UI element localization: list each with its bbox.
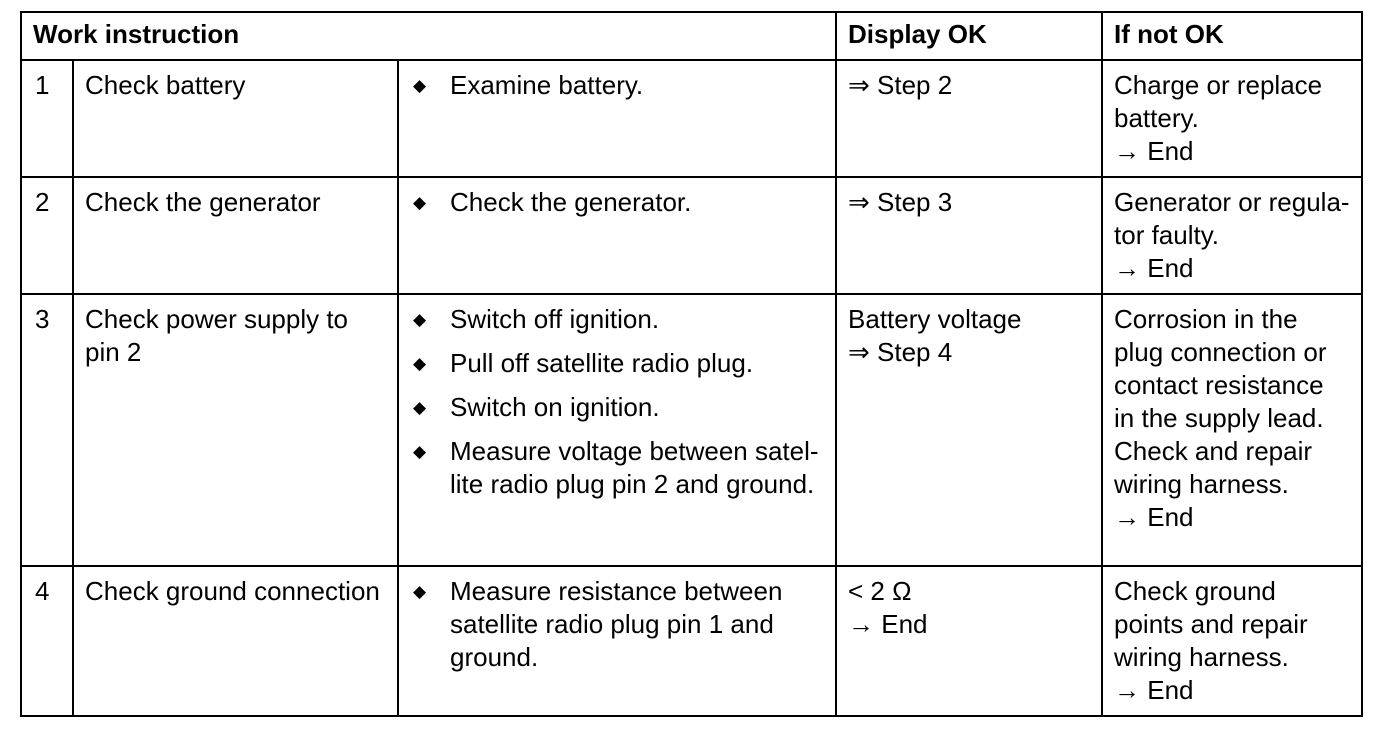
actions-cell	[398, 294, 836, 566]
diamond-bullet-icon: ◆	[413, 582, 427, 601]
table-row	[21, 566, 1362, 716]
if-not-ok-cell: Generator or regula- tor faulty. → End	[1102, 177, 1362, 294]
action-item: ◆ Measure voltage between satel- lite radio plug pin 2 and ground.	[413, 436, 819, 499]
display-ok-cell: ⇒ Step 3	[836, 177, 1102, 294]
header-work-instruction: Work instruction	[21, 12, 836, 60]
step-number: 2	[21, 177, 73, 294]
check-title: Check the generator	[73, 177, 398, 294]
work-instruction-table	[20, 11, 1363, 717]
header-row	[21, 12, 1362, 60]
table-row	[21, 294, 1362, 566]
check-title: Check ground connection	[73, 566, 398, 716]
header-display-ok: Display OK	[836, 12, 1102, 60]
header-if-not-ok: If not OK	[1102, 12, 1362, 60]
action-item: ◆ Check the generator.	[413, 187, 692, 217]
display-ok-cell: < 2 Ω → End	[836, 566, 1102, 716]
check-title: Check power supply to pin 2	[73, 294, 398, 566]
action-item: ◆ Switch off ignition.	[413, 304, 660, 334]
action-item: ◆ Pull off satellite radio plug.	[413, 348, 754, 378]
diamond-bullet-icon: ◆	[413, 442, 427, 461]
step-number: 3	[21, 294, 73, 566]
step-number: 4	[21, 566, 73, 716]
actions-cell	[398, 566, 836, 716]
display-ok-cell: ⇒ Step 2	[836, 60, 1102, 177]
diamond-bullet-icon: ◆	[413, 398, 427, 417]
if-not-ok-cell: Charge or replace battery. → End	[1102, 60, 1362, 177]
action-item: ◆ Switch on ignition.	[413, 392, 660, 422]
table-row	[21, 177, 1362, 294]
step-number: 1	[21, 60, 73, 177]
if-not-ok-cell: Corrosion in the plug connection or contact resistance in the supply lead. Check and repair wiring harness. → End	[1102, 294, 1362, 566]
actions-cell	[398, 60, 836, 177]
diamond-bullet-icon: ◆	[413, 354, 427, 373]
if-not-ok-cell: Check ground points and repair wiring harness. → End	[1102, 566, 1362, 716]
diamond-bullet-icon: ◆	[413, 310, 427, 329]
check-title: Check battery	[73, 60, 398, 177]
table-row	[21, 60, 1362, 177]
display-ok-cell: Battery voltage ⇒ Step 4	[836, 294, 1102, 566]
actions-cell	[398, 177, 836, 294]
action-item: ◆ Measure resistance between satellite radio plug pin 1 and ground.	[413, 576, 783, 672]
action-item: ◆ Examine battery.	[413, 70, 644, 100]
diamond-bullet-icon: ◆	[413, 76, 427, 95]
diamond-bullet-icon: ◆	[413, 193, 427, 212]
